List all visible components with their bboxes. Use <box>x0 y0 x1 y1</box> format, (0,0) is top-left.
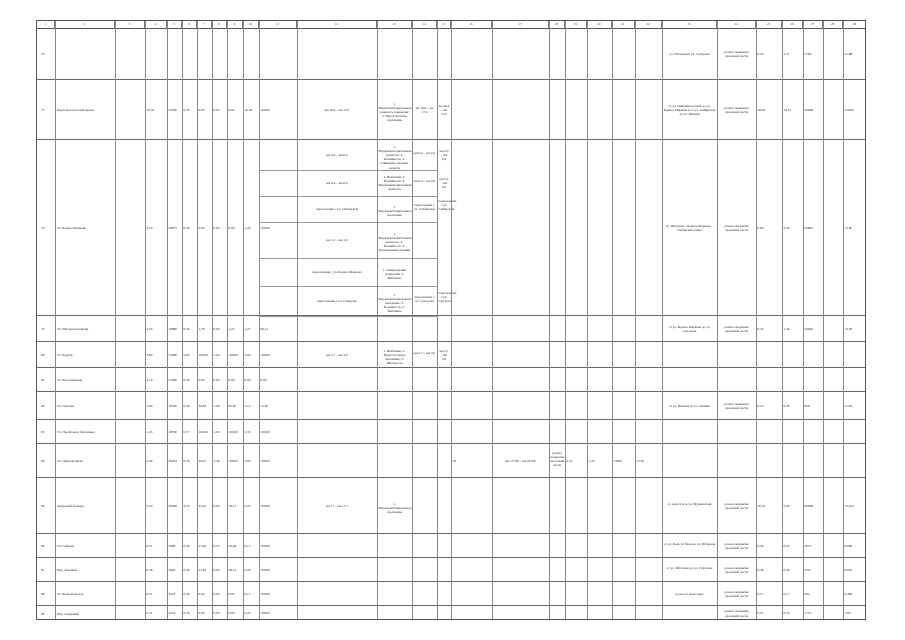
cell-road-name: Амурский бульвар <box>57 504 84 508</box>
column-divider <box>412 21 413 619</box>
cell-c3: 4,10 <box>146 377 153 382</box>
cell-c14: км 16,6 – км 17,0 <box>438 103 450 117</box>
cell-c26: 1719 <box>804 611 812 616</box>
cell-c23: разное покрытие проезжей части <box>724 49 749 58</box>
cell-c8: 18,11 <box>228 503 237 508</box>
column-header-cell: 12 <box>297 21 377 28</box>
cell-c28: 13,423 <box>844 503 854 508</box>
cell-c5: 0,76 <box>183 107 190 112</box>
cell-c10: 100,00 <box>260 611 270 616</box>
cell-c10: 100,00 <box>260 567 270 572</box>
cell-c22: от ул. Боев 12 Хвоя до ул. Шторная <box>663 541 716 546</box>
cell-c4: 5688 <box>168 543 176 548</box>
cell-c7: 1,00 <box>213 429 220 434</box>
cell-c6: 0,00 <box>198 225 205 230</box>
cell-c10: 0,00 <box>260 377 267 382</box>
cell-c14: пересечение с ул. Сибирской <box>438 198 457 211</box>
row-index: 86 <box>41 544 45 548</box>
column-header-cell: 21 <box>612 21 635 28</box>
cell-c13: км 0,4 – км 0,6 <box>413 178 436 183</box>
column-divider <box>145 21 146 619</box>
column-header-cell: 7 <box>197 21 212 28</box>
cell-c3: 1,43 <box>146 429 153 434</box>
cell-c7: 0,00 <box>213 567 220 572</box>
cell-c9: 1,33 <box>244 429 251 434</box>
cell-c22: до моста через реку <box>675 591 704 596</box>
cell-c9: 3,60 <box>244 458 251 463</box>
cell-c9: 1,27 <box>244 326 251 331</box>
cell-c9: 0,17 <box>244 591 251 596</box>
column-header-cell: 6 <box>182 21 197 28</box>
cell-c16: км 17+96 – км 18+06 <box>505 458 536 463</box>
cell-c5: 0,00 <box>183 225 190 230</box>
cell-c3: 0,57 <box>146 591 153 596</box>
cell-c28: 120,00 <box>844 107 854 112</box>
cell-c9: 1,14 <box>244 403 251 408</box>
cell-c10: 96,12 <box>260 326 269 331</box>
sub-row-divider <box>259 258 437 259</box>
cell-c25: 5,08 <box>783 503 790 508</box>
cell-c12: 1. Неудовлетворительное сцепление <box>378 501 412 515</box>
cell-c4: 4470 <box>168 591 176 596</box>
cell-c14: пересечение с ул. Суворова <box>438 290 457 303</box>
cell-c7: 1,00 <box>213 352 220 357</box>
cell-c12: 1. Выбоины; 2. Колейность; 3. Неудовлетворительная ровность <box>378 174 412 192</box>
cell-c26: 5766 <box>804 51 812 56</box>
column-divider <box>492 21 493 619</box>
cell-c12: 1. Выбоины; 2. Недостаточное сцепление; 3. Ямочность <box>383 348 406 366</box>
cell-c11: км 1,2 – км 1,6 <box>326 237 348 242</box>
cell-c13: пересечение с ул. Суворова <box>414 294 435 303</box>
cell-c26: 3075 <box>804 543 812 548</box>
cell-c6: 100,00 <box>198 429 208 434</box>
cell-c24: 0,43 <box>757 326 764 331</box>
cell-c6: 23,64 <box>198 567 207 572</box>
cell-c3: 2,46 <box>146 458 153 463</box>
cell-c28: 0,606 <box>844 543 853 548</box>
column-header-cell: 26 <box>782 21 803 28</box>
sub-row-divider <box>259 196 437 197</box>
cell-c9: 3,60 <box>244 352 251 357</box>
cell-c9: 0,28 <box>244 567 251 572</box>
cell-c7: 0,00 <box>213 611 220 616</box>
cell-c6: 0,00 <box>198 377 205 382</box>
column-header-cell: 11 <box>259 21 297 28</box>
cell-c12: 1. Неудовлетворительное сцепление <box>378 204 412 218</box>
cell-road-name: Ул. Придорожная <box>57 459 83 463</box>
cell-c26: 22640 <box>804 326 813 331</box>
cell-c28: 1,00 <box>844 611 851 616</box>
cell-c7: 0,55 <box>213 543 220 548</box>
row-index: 84 <box>41 459 45 463</box>
cell-c23: разное покрытие проезжей части <box>724 501 749 510</box>
cell-c23: разное покрытие проезжей части <box>724 589 749 598</box>
cell-c3: 1,60 <box>146 403 153 408</box>
cell-c26: 806 <box>804 403 810 408</box>
cell-c8: 1,23 <box>228 326 235 331</box>
column-header-cell: 24 <box>717 21 756 28</box>
cell-c6: 36,63 <box>198 403 207 408</box>
row-index: 77 <box>41 108 45 112</box>
cell-c5: 0,56 <box>183 326 190 331</box>
cell-c4: 39434 <box>168 458 177 463</box>
column-divider <box>803 21 804 619</box>
column-divider <box>297 21 298 619</box>
cell-c23: разное покрытие проезжей части <box>724 401 749 410</box>
cell-c6: 0,00 <box>198 611 205 616</box>
cell-c12: 1. Повреждения покрытия; 2. Выбоины <box>382 267 407 281</box>
row-index: 85 <box>41 504 45 508</box>
cell-c8: 100,00 <box>228 458 238 463</box>
cell-c14: км 0,0 – км 0,4 <box>439 148 449 162</box>
column-divider <box>823 21 824 619</box>
column-header-cell: 18 <box>549 21 565 28</box>
row-index: 78 <box>41 226 45 230</box>
column-header-cell: 22 <box>635 21 662 28</box>
cell-c4: 19320 <box>168 403 177 408</box>
sub-row-divider <box>259 170 437 171</box>
cell-c4: 29760 <box>168 107 177 112</box>
cell-c28: 2,550 <box>844 403 853 408</box>
column-header-cell: 15 <box>437 21 451 28</box>
row-index: 89 <box>41 611 45 616</box>
cell-c10: 100,00 <box>260 352 270 357</box>
cell-c8: 0,00 <box>228 225 235 230</box>
cell-c8: 65,00 <box>228 403 237 408</box>
spreadsheet-page <box>36 20 866 620</box>
cell-c10: 100,00 <box>260 107 270 112</box>
cell-c14: км 2,7 – км 3,0 <box>439 348 449 362</box>
cell-c3: 0,57 <box>146 543 153 548</box>
column-divider <box>259 21 260 619</box>
cell-c28: 31,88 <box>844 51 853 56</box>
column-divider <box>182 21 183 619</box>
cell-c13: пересечение с ул. Сибирской <box>414 202 435 211</box>
cell-c22: от ул. Шторная до ул. Суворова <box>666 565 713 570</box>
cell-c9: 0,22 <box>244 611 251 616</box>
cell-c26: 20648 <box>804 107 813 112</box>
cell-road-name: Ул. Речной проезд <box>57 592 84 596</box>
column-divider <box>197 21 198 619</box>
cell-c11: пересечение с ул. Сибирской <box>316 206 358 211</box>
cell-c4: 51000 <box>168 377 177 382</box>
cell-c23: разное покрытие проезжей части <box>724 105 749 114</box>
cell-c24: 0,38 <box>757 567 764 572</box>
row-index: 82 <box>41 404 45 408</box>
column-divider <box>662 21 663 619</box>
cell-c9: 0,25 <box>244 503 251 508</box>
cell-c3: 0,20 <box>146 503 153 508</box>
cell-c25: 2,71 <box>783 51 790 56</box>
cell-road-name: Ул. Светлая <box>57 404 74 408</box>
cell-c24: 0,43 <box>757 51 764 56</box>
cell-road-name: Береговое шоссе/Боровое <box>57 108 95 112</box>
cell-c8: 0,00 <box>228 591 235 596</box>
cell-c10: 71,00 <box>260 403 269 408</box>
cell-c23: разное покрытие проезжей части <box>724 541 749 550</box>
cell-road-name: Ул. Профсоюза Заполярья <box>57 430 95 434</box>
cell-c7: 0,00 <box>213 107 220 112</box>
cell-c12: 1. Неудовлетворительная ровность; 2. Колейность; 3. Повреждение кромки <box>378 231 412 253</box>
cell-c25: 2,59 <box>783 225 790 230</box>
cell-c12: 1. Неудовлетворительное сцепление; 2. Колейность; 3. Выбоины <box>378 292 412 314</box>
cell-c5: 0,56 <box>183 567 190 572</box>
cell-road-name: Ул. Шторная (южная) <box>57 327 89 331</box>
cell-c28: 13,90 <box>844 225 853 230</box>
cell-c4: 54000 <box>168 352 177 357</box>
cell-c11: км 17 – км 17,1 <box>326 503 348 508</box>
cell-c7: 0,00 <box>213 503 220 508</box>
cell-c22: от ул. Бориса Маркова до ул. Суворова <box>668 324 711 333</box>
cell-c5: 0,00 <box>183 377 190 382</box>
cell-c10: 100,00 <box>260 503 270 508</box>
column-divider <box>115 21 116 619</box>
row-index: 88 <box>41 592 45 596</box>
cell-c3: 0,31 <box>146 611 153 616</box>
cell-c4: 38460 <box>168 503 177 508</box>
cell-c10: 100,00 <box>260 225 270 230</box>
column-divider <box>437 21 438 619</box>
column-divider <box>549 21 550 619</box>
cell-c3: 3,80 <box>146 352 153 357</box>
cell-c17: разное покрытие проезжей части <box>550 450 565 468</box>
row-index: 87 <box>41 568 45 572</box>
cell-road-name: Пер. Северный <box>57 611 79 616</box>
cell-c22: от дома 9 к за ул. Мурманской <box>667 501 712 506</box>
cell-c10: 100,00 <box>260 429 270 434</box>
cell-c25: 14,31 <box>783 107 792 112</box>
cell-c4: 18760 <box>168 429 177 434</box>
cell-c8: 100,00 <box>228 352 238 357</box>
column-divider <box>782 21 783 619</box>
cell-c25: 0,28 <box>783 403 790 408</box>
column-header-cell: 17 <box>492 21 549 28</box>
cell-c22: ул. Шторная и ул. Суворова <box>669 51 710 56</box>
cell-c7: 1,06 <box>213 403 220 408</box>
column-header-cell: 8 <box>212 21 227 28</box>
column-divider <box>212 21 213 619</box>
cell-c5: 2,55 <box>183 503 190 508</box>
cell-road-name: Ул. Волочаевская <box>57 378 83 382</box>
column-header-cell: 4 <box>145 21 167 28</box>
sub-row-divider <box>259 316 437 317</box>
cell-c22: от ул. Каменногорской до ул. Бориса Маркова и от ул. Сибирская до ул. Южная <box>663 103 716 117</box>
cell-c11: км 0,4 – км 0,6 <box>326 180 348 185</box>
cell-c8: 0,00 <box>228 611 235 616</box>
cell-c10: 100,00 <box>260 543 270 548</box>
cell-c23: разное покрытие проезжей части <box>724 223 749 232</box>
cell-road-name: Ул. Бориса Маркова <box>57 226 86 230</box>
row-index: 81 <box>41 378 45 382</box>
cell-c25: 0,17 <box>783 591 790 596</box>
cell-c5: 2,00 <box>183 352 190 357</box>
column-header-cell: 28 <box>823 21 843 28</box>
column-divider <box>612 21 613 619</box>
sub-row-divider <box>259 222 437 223</box>
cell-c9: 10,76 <box>244 107 253 112</box>
cell-c5: 0,57 <box>183 429 190 434</box>
column-header-cell: 2 <box>55 21 115 28</box>
cell-c3: 2,70 <box>146 225 153 230</box>
column-header-cell: 29 <box>843 21 866 28</box>
cell-c3: 0,38 <box>146 567 153 572</box>
cell-c18: 0,12 <box>566 458 573 463</box>
cell-c7: 2,46 <box>213 458 220 463</box>
column-divider <box>756 21 757 619</box>
cell-c4: 48875 <box>168 225 177 230</box>
cell-c28: 0,498 <box>844 591 853 596</box>
column-header-cell: 20 <box>587 21 612 28</box>
cell-c10: 100,00 <box>260 458 270 463</box>
cell-c3: 2,50 <box>146 326 153 331</box>
cell-c6: 46,47 <box>198 458 207 463</box>
cell-c19: 1,45 <box>588 458 595 463</box>
column-divider <box>451 21 452 619</box>
cell-c9: 0,15 <box>244 543 251 548</box>
cell-c26: 60008 <box>804 503 813 508</box>
cell-c13: км 0,0 – км 0,4 <box>413 150 436 155</box>
cell-c25: 0,39 <box>783 567 790 572</box>
cell-c6: 100,00 <box>198 352 208 357</box>
column-header-cell: 23 <box>662 21 717 28</box>
cell-c5: 0,58 <box>183 403 190 408</box>
cell-c8: 26,48 <box>228 543 237 548</box>
cell-c24: 0,17 <box>757 591 764 596</box>
column-header-cell: 14 <box>412 21 437 28</box>
cell-c11: пересечение с ул. Суворова <box>317 298 357 303</box>
column-divider <box>377 21 378 619</box>
cell-c11: км 16,6 – км 17,0 <box>324 107 350 112</box>
cell-c8: 0,00 <box>228 107 235 112</box>
row-index: 79 <box>41 327 45 331</box>
cell-c26: 3307 <box>804 567 812 572</box>
cell-c28: 0,810 <box>844 567 853 572</box>
column-divider <box>587 21 588 619</box>
cell-c7: 0,00 <box>213 326 220 331</box>
cell-c24: 0,36 <box>757 543 764 548</box>
column-header-cell: 1 <box>37 21 55 28</box>
cell-c26: 694 <box>804 591 810 596</box>
cell-c24: 0,66 <box>757 225 764 230</box>
cell-c28: 14,09 <box>844 326 853 331</box>
cell-c26: 62895 <box>804 225 813 230</box>
cell-c13: км 2,7 – км 3,0 <box>413 350 436 355</box>
cell-c21: 21,65 <box>636 458 645 463</box>
column-divider <box>243 21 244 619</box>
cell-c23: разное покрытие проезжей части <box>724 324 749 333</box>
cell-c11: км 0,0 – км 0,4 <box>326 152 348 157</box>
cell-c22: от ул. Южной до ул. Ленина <box>669 403 710 408</box>
cell-c6: 0,00 <box>198 107 205 112</box>
cell-c8: 0,00 <box>228 377 235 382</box>
column-header-cell: 16 <box>451 21 492 28</box>
cell-c14: км 0,4 – км 0,6 <box>439 176 449 190</box>
cell-c8: 38,14 <box>228 567 237 572</box>
cell-c6: 25,46 <box>198 543 207 548</box>
column-divider <box>635 21 636 619</box>
row-index: 83 <box>41 430 45 434</box>
cell-c25: 1,44 <box>783 326 790 331</box>
cell-c7: 0,00 <box>213 377 220 382</box>
column-divider <box>843 21 844 619</box>
cell-c13: км 16,6 – км 17,0 <box>415 105 434 114</box>
row-index: 80 <box>41 353 45 357</box>
cell-c4: 2233 <box>168 611 176 616</box>
cell-c5: 0,56 <box>183 458 190 463</box>
cell-c5: 0,56 <box>183 591 190 596</box>
cell-c12: 1. Неудовлетворительная ровность покрытия; 2. Недостаточное сцепление <box>378 101 412 123</box>
row-index: 76 <box>41 52 45 56</box>
cell-c5: 0,56 <box>183 611 190 616</box>
cell-c24: 0,16 <box>757 403 764 408</box>
cell-c4: 3840 <box>168 567 176 572</box>
cell-c7: 0,00 <box>213 591 220 596</box>
sub-row-divider <box>259 286 437 287</box>
cell-c5: 0,56 <box>183 543 190 548</box>
cell-c6: 33,45 <box>198 503 207 508</box>
column-header-cell: 3 <box>115 21 145 28</box>
cell-c24: 10,64 <box>757 107 766 112</box>
cell-c15: 28 <box>452 458 456 463</box>
cell-c4: 18880 <box>168 326 177 331</box>
column-divider <box>167 21 168 619</box>
column-header-cell: 27 <box>803 21 823 28</box>
cell-c20: 13403 <box>613 458 622 463</box>
cell-c23: разное покрытие проезжей части <box>724 565 749 574</box>
cell-c8: 100,00 <box>228 429 238 434</box>
column-divider <box>717 21 718 619</box>
column-header-cell: 9 <box>227 21 243 28</box>
cell-road-name: Ул. Гайдара <box>57 544 75 548</box>
column-header-cell: 5 <box>167 21 182 28</box>
cell-c9: 0,00 <box>244 377 251 382</box>
cell-c9: 1,26 <box>244 225 251 230</box>
column-header-cell: 13 <box>377 21 412 28</box>
cell-c6: 0,00 <box>198 591 205 596</box>
cell-c3: 16,70 <box>146 107 155 112</box>
cell-c25: 0,52 <box>783 543 790 548</box>
cell-c12: 1. Неудовлетворительная ровность; 2. Колейность; 3. Снижение сцепных качеств <box>378 144 412 170</box>
cell-c10: 100,00 <box>260 591 270 596</box>
cell-road-name: Ул. Рудная <box>57 353 73 357</box>
cell-c25: 0,33 <box>783 611 790 616</box>
cell-c7: 0,00 <box>213 225 220 230</box>
column-header-cell: 10 <box>243 21 259 28</box>
cell-c24: 0,21 <box>757 611 764 616</box>
column-divider <box>227 21 228 619</box>
cell-c22: ул. Шторная – Бориса Маркова – Сибирская улица <box>665 223 714 232</box>
column-divider <box>55 21 56 619</box>
cell-c11: км 2,7 – км 3,0 <box>326 352 348 357</box>
cell-road-name: Пер. Зеленый <box>57 568 77 572</box>
cell-c23: разное покрытие проезжей части <box>724 609 749 618</box>
column-header-cell: 19 <box>565 21 587 28</box>
column-header-cell: 25 <box>756 21 782 28</box>
cell-c6: 1,78 <box>198 326 205 331</box>
cell-c11: пересечение с ул. Бориса Маркова <box>312 269 362 274</box>
column-divider <box>565 21 566 619</box>
cell-c24: 10,52 <box>757 503 766 508</box>
